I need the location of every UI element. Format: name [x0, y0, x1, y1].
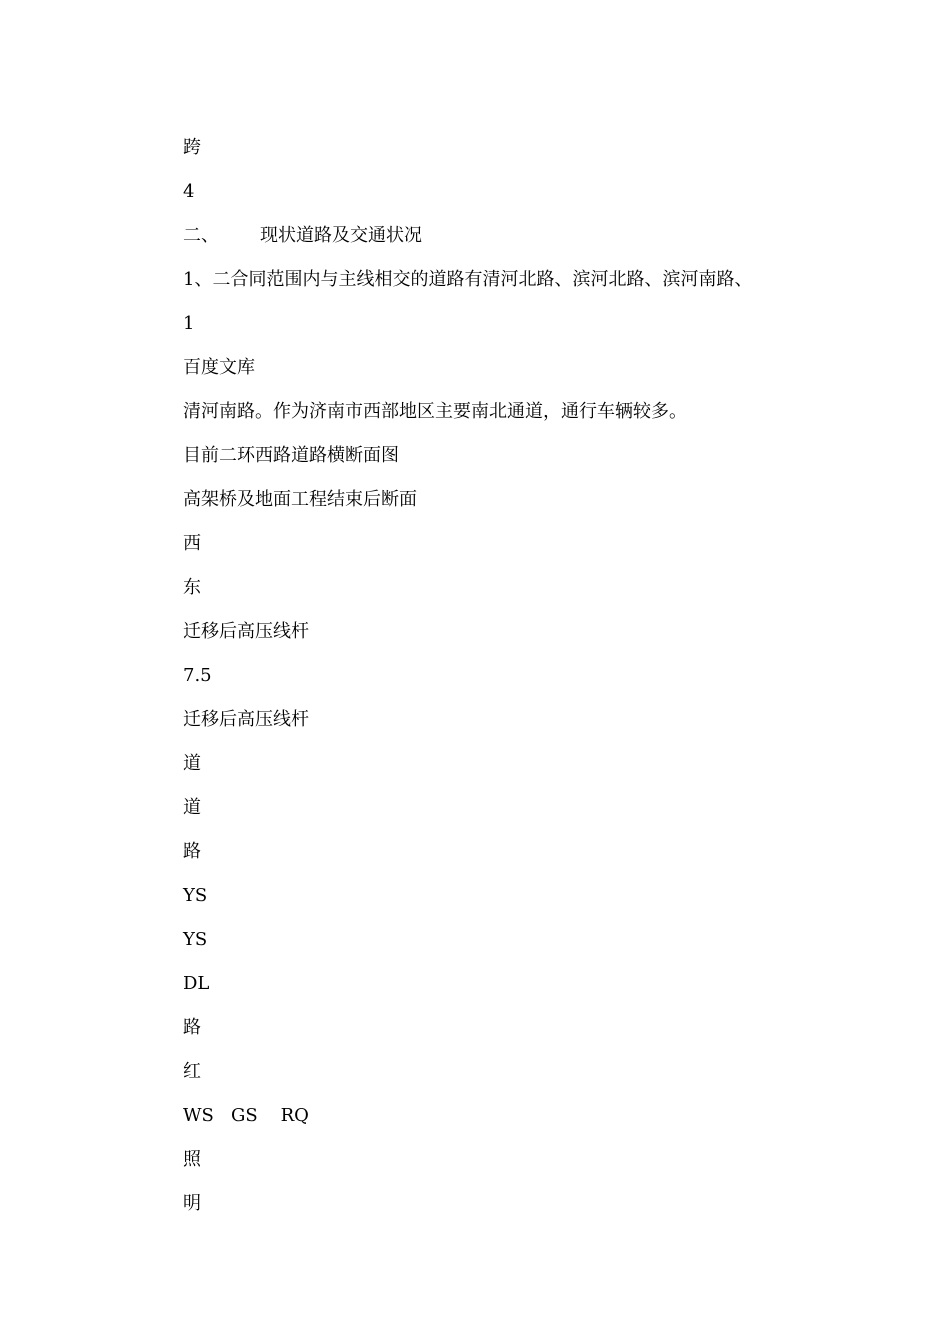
watermark-text: 百度文库	[183, 357, 255, 378]
text-line: 4	[183, 181, 195, 202]
section-number: 二、	[183, 225, 219, 246]
pipeline-code: YS	[183, 885, 208, 906]
direction-label-east: 东	[183, 577, 201, 598]
diagram-label: 照	[183, 1149, 201, 1170]
diagram-label: 路	[183, 1017, 201, 1038]
diagram-label: 道	[183, 753, 201, 774]
direction-label-west: 西	[183, 533, 201, 554]
pipeline-code: YS	[183, 929, 208, 950]
text-line: 跨	[183, 137, 201, 158]
diagram-label: 迁移后高压线杆	[183, 709, 309, 730]
diagram-label: 迁移后高压线杆	[183, 621, 309, 642]
section-title: 现状道路及交通状况	[260, 225, 422, 246]
paragraph-line: 1、二合同范围内与主线相交的道路有清河北路、滨河北路、滨河南路、	[183, 269, 753, 290]
diagram-label: 道	[183, 797, 201, 818]
pipeline-code: DL	[183, 973, 210, 994]
pipeline-codes: WS GS RQ	[183, 1105, 309, 1126]
diagram-label: 明	[183, 1193, 201, 1214]
paragraph-line: 清河南路。作为济南市西部地区主要南北通道，通行车辆较多。	[183, 401, 687, 422]
dimension-label: 7.5	[183, 665, 212, 686]
diagram-label: 路	[183, 841, 201, 862]
diagram-label: 红	[183, 1061, 201, 1082]
figure-caption: 目前二环西路道路横断面图	[183, 445, 399, 466]
page-number: 1	[183, 313, 195, 334]
figure-caption: 高架桥及地面工程结束后断面	[183, 489, 417, 510]
section-heading	[183, 224, 422, 248]
